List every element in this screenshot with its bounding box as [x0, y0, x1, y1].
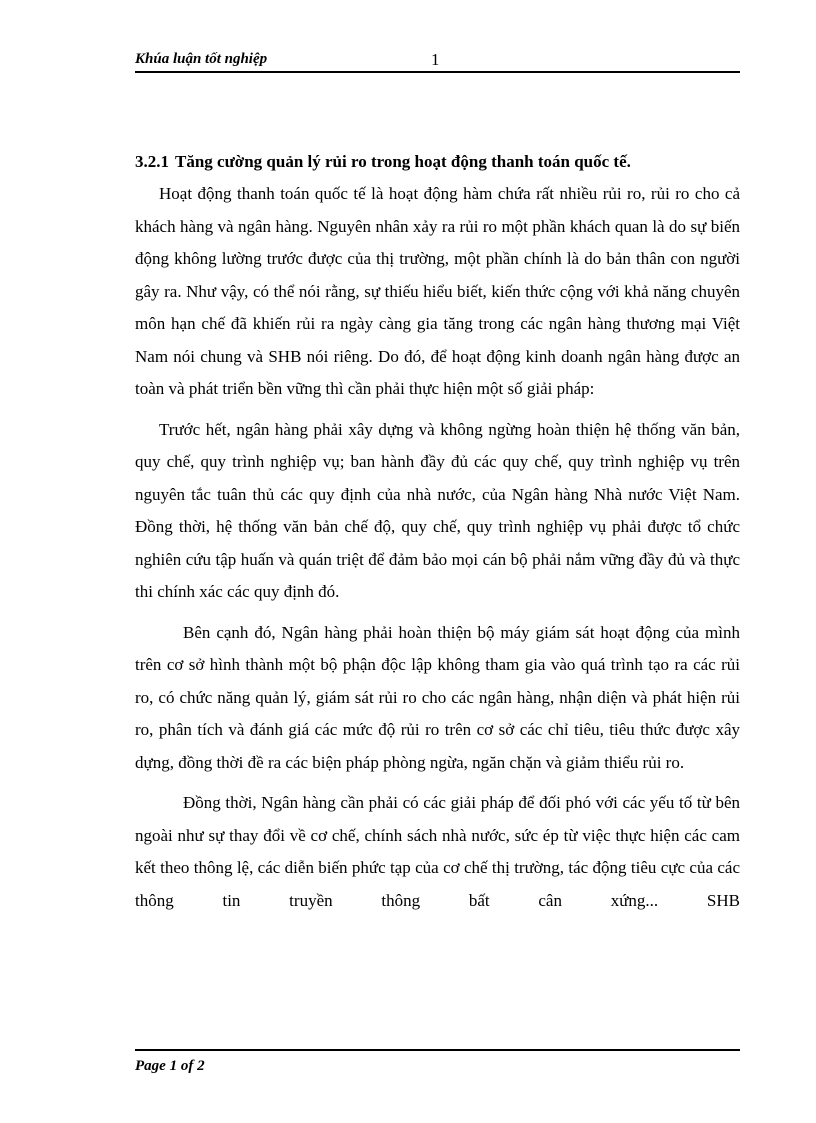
header-title: Khúa luận tốt nghiệp	[135, 51, 268, 67]
paragraph-4: Đồng thời, Ngân hàng cần phải có các giải pháp để đối phó với các yếu tố từ bên ngoài như sự thay đổi về cơ chế, chính sách nhà nước, sức ép từ việc thực hiện các cam kết theo thông lệ, các diễn biến phức tạp của cơ chế thị trường, tác động tiêu cực của các thông tin truyền thông bất cân xứng... SHB	[135, 793, 740, 910]
header-page-number: 1	[431, 50, 440, 69]
page-footer	[135, 1049, 740, 1075]
paragraph-2: Trước hết, ngân hàng phải xây dựng và không ngừng hoàn thiện hệ thống văn bản, quy chế, quy trình nghiệp vụ; ban hành đầy đủ các quy chế, quy trình nghiệp vụ trên nguyên tắc tuân thủ các quy định của nhà nước, của Ngân hàng Nhà nước Việt Nam. Đồng thời, hệ thống văn bản chế độ, quy chế, quy trình nghiệp vụ phải được tổ chức nghiên cứu tập huấn và quán triệt để đảm bảo mọi cán bộ phải nắm vững đầy đủ và thực thi chính xác các quy định đó.	[135, 419, 740, 601]
footer-page-label: Page 1 of 2	[135, 1058, 205, 1074]
section-number: 3.2.1	[135, 152, 169, 171]
section-heading	[135, 146, 740, 178]
paragraph-3: Bên cạnh đó, Ngân hàng phải hoàn thiện bộ máy giám sát hoạt động của mình trên cơ sở hình thành một bộ phận độc lập không tham gia vào quá trình tạo ra các rủi ro, có chức năng quản lý, giám sát rủi ro cho các ngân hàng, nhận diện và phát hiện rủi ro, phân tích và đánh giá các mức độ rủi ro trên cơ sở các chỉ tiêu, tiêu thức được xây dựng, đồng thời đề ra các biện pháp phòng ngừa, ngăn chặn và giảm thiểu rủi ro.	[135, 622, 740, 772]
paragraph-1: Hoạt động thanh toán quốc tế là hoạt động hàm chứa rất nhiều rủi ro, rủi ro cho cả khách hàng và ngân hàng. Nguyên nhân xảy ra rủi ro một phần khách quan là do sự biến động không lường trước được của thị trường, một phần chính là do bản thân con người gây ra. Như vậy, có thể nói rằng, sự thiếu hiểu biết, kiến thức cộng với khả năng chuyên môn hạn chế đã khiến rủi ra ngày càng gia tăng trong các ngân hàng thương mại Việt Nam nói chung và SHB nói riêng. Do đó, để hoạt động kinh doanh ngân hàng được an toàn và phát triển bền vững thì cần phải thực hiện một số giải pháp:	[135, 184, 740, 398]
document-body	[135, 146, 740, 917]
section-title: Tăng cường quản lý rủi ro trong hoạt động thanh toán quốc tế.	[175, 152, 631, 171]
page-header	[135, 49, 740, 73]
